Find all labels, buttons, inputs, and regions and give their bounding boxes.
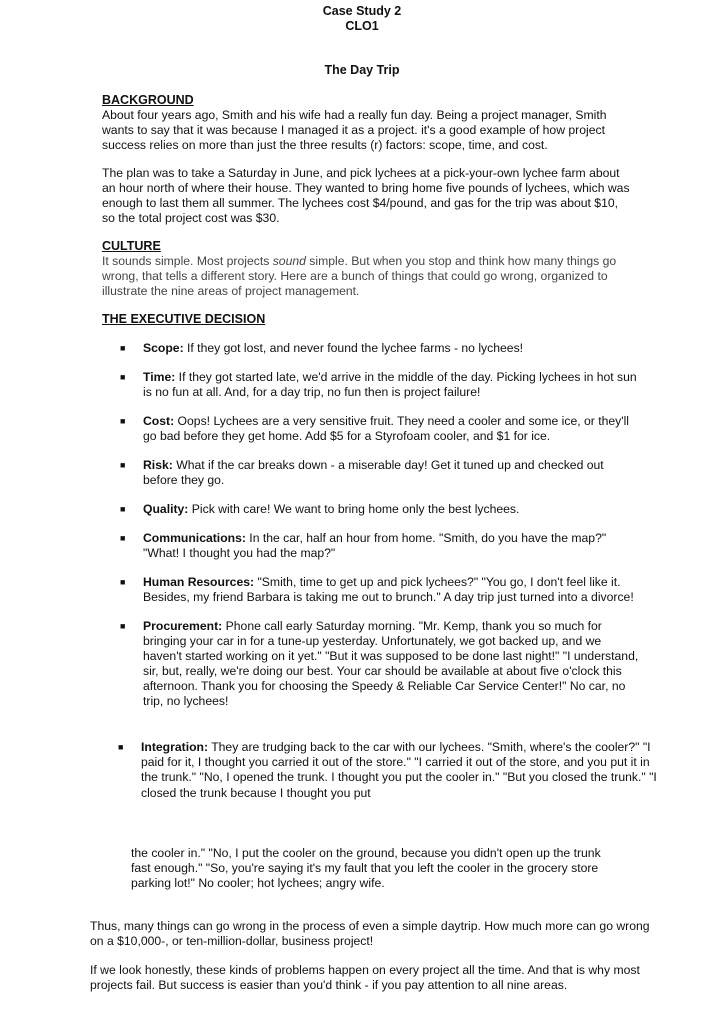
knowledge-area-list <box>120 341 640 723</box>
bullet-icon: ■ <box>120 577 126 587</box>
item-label: Risk: <box>143 458 173 472</box>
bullet-icon: ■ <box>120 504 126 514</box>
culture-paragraph <box>102 254 632 299</box>
item-label: Scope: <box>143 341 184 355</box>
background-paragraph-1: About four years ago, Smith and his wife had a really fun day. Being a project manager, Smith wants to say that it was because I managed it as a project. it's a good example of how project success relies on more than just the three results (r) factors: scope, time, and cost. <box>102 108 607 152</box>
clo-label: CLO1 <box>345 19 379 33</box>
document-title: The Day Trip <box>324 63 400 77</box>
item-text: Pick with care! We want to bring home only the best lychees. <box>188 502 520 516</box>
item-label: Human Resources: <box>143 575 255 589</box>
integration-item <box>118 740 667 801</box>
bullet-icon: ■ <box>120 533 126 543</box>
item-text: Oops! Lychees are a very sensitive fruit. They need a cooler and some ice, or they'll go bad before they get home. Add $5 for a Styrofoam cooler, and $1 for ice. <box>143 414 630 443</box>
bullet-icon: ■ <box>120 343 126 353</box>
culture-text-emphasis: sound <box>272 254 306 268</box>
bullet-icon: ■ <box>120 460 126 470</box>
bullet-icon: ■ <box>120 372 126 382</box>
culture-text-a: It sounds simple. Most projects <box>102 254 273 268</box>
culture-heading: CULTURE <box>102 239 161 253</box>
item-text: What if the car breaks down - a miserable day! Get it tuned up and checked out before they go. <box>143 458 604 487</box>
item-label: Procurement: <box>143 619 223 633</box>
list-item <box>120 575 640 605</box>
item-text: In the car, half an hour from home. "Smith, do you have the map?" "What! I thought you had the map?" <box>143 531 607 560</box>
decision-section <box>102 312 632 327</box>
decision-heading: THE EXECUTIVE DECISION <box>102 312 266 326</box>
bullet-icon: ■ <box>120 621 126 631</box>
background-paragraph-2: The plan was to take a Saturday in June, and pick lychees at a pick-your-own lychee farm about an hour north of where their house. They wanted to bring home five pounds of lychees, which was enough to last them all summer. The lychees cost $4/pound, and gas for the trip was about $10, so the total project cost was $30. <box>102 166 630 225</box>
list-item <box>120 370 640 400</box>
document-header <box>0 4 724 34</box>
conclusion-paragraph-1: Thus, many things can go wrong in the process of even a simple daytrip. How much more can go wrong on a $10,000-, or ten-million-dollar, business project! <box>90 919 650 948</box>
item-label: Communications: <box>143 531 246 545</box>
item-text: They are trudging back to the car with our lychees. "Smith, where's the cooler?" "I paid for it, I thought you carried it out of the store." "I carried it out of the store, and you put it in the trunk." "No, I opened the trunk. I thought you put the cooler in." "But you closed the trunk." "I closed the trunk because I thought you put <box>141 740 657 800</box>
background-section <box>102 93 632 153</box>
item-label: Time: <box>143 370 176 384</box>
item-text: If they got lost, and never found the lychee farms - no lychees! <box>183 341 524 355</box>
integration-continuation: the cooler in." "No, I put the cooler on the ground, because you didn't open up the trunk fast enough." "So, you're saying it's my fault that you left the cooler in the grocery store parking lot!" No cooler; hot lychees; angry wife. <box>131 846 601 890</box>
background-heading: BACKGROUND <box>102 93 194 107</box>
conclusion-paragraph-2: If we look honestly, these kinds of problems happen on every project all the time. And that is why most projects fail. But success is easier than you'd think - if you pay attention to all nine areas. <box>90 963 640 992</box>
item-label: Integration: <box>141 740 209 754</box>
culture-section <box>102 239 632 299</box>
list-item <box>120 414 640 444</box>
case-study-label: Case Study 2 <box>322 4 402 18</box>
list-item <box>120 458 640 488</box>
culture-text-b: simple. But when you stop and think how many things go wrong, that tells a different story. Here are a bunch of things that could go wrong, organized to illustrate the nine areas of project management. <box>102 254 617 298</box>
item-text: "Smith, time to get up and pick lychees?" "You go, I don't feel like it. Besides, my friend Barbara is taking me out to brunch." A day trip just turned into a divorce! <box>143 575 634 604</box>
item-label: Cost: <box>143 414 175 428</box>
bullet-icon: ■ <box>118 742 124 752</box>
item-label: Quality: <box>143 502 189 516</box>
list-item <box>120 531 640 561</box>
list-item <box>120 619 640 709</box>
list-item <box>120 341 640 356</box>
item-text: If they got started late, we'd arrive in the middle of the day. Picking lychees in hot sun is no fun at all. And, for a day trip, no fun then is project failure! <box>143 370 637 399</box>
bullet-icon: ■ <box>120 416 126 426</box>
list-item <box>120 502 640 517</box>
item-text: Phone call early Saturday morning. "Mr. Kemp, thank you so much for bringing your car in for a tune-up yesterday. Unfortunately, we got backed up, and we haven't started working on it yet." "But it was supposed to be done last night!" "I understand, sir, but, really, we're doing our best. Your car should be available at about five o'clock this afternoon. Thank you for choosing the Speedy & Reliable Car Service Center!" No car, no trip, no lychees! <box>143 619 639 708</box>
